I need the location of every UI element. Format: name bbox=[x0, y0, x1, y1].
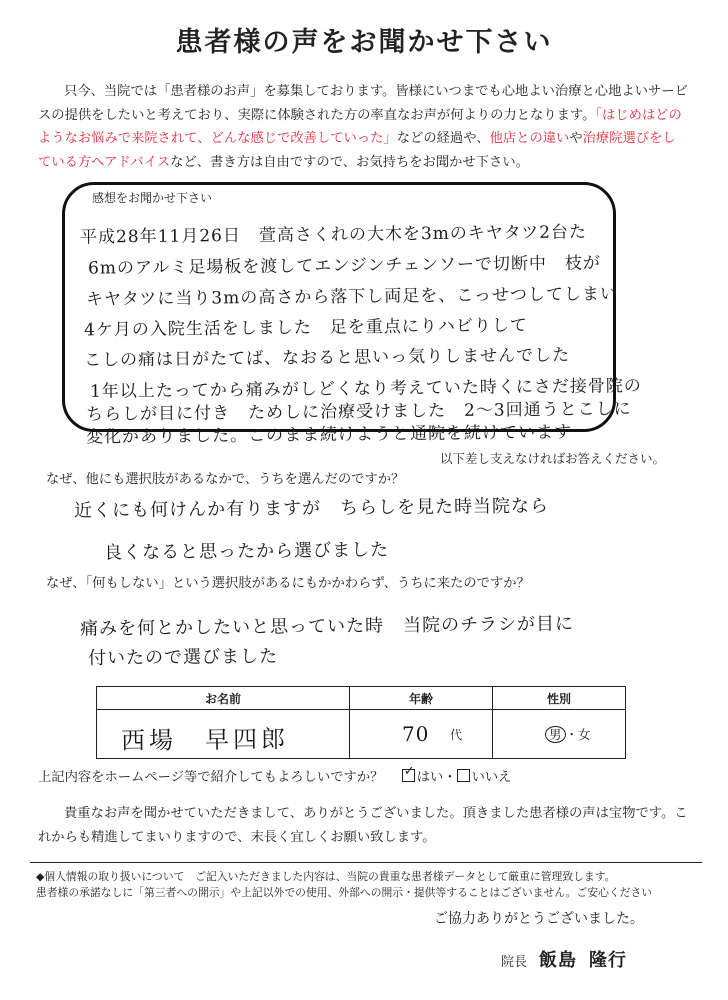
question-1: なぜ、他にも選択肢があるなかで、うちを選んだのですか？ bbox=[46, 472, 405, 487]
impression-line: ちらしが目に付き ためしに治療受けました 2～3回通うとこしに bbox=[85, 399, 632, 425]
intro-highlight-2: 他店との違い bbox=[489, 131, 570, 146]
consent-yes-option[interactable] bbox=[402, 764, 444, 785]
consent-no-label: いいえ bbox=[471, 770, 512, 785]
header-age: 年齢 bbox=[350, 687, 493, 710]
gender-cell bbox=[493, 710, 626, 759]
impression-line: 6mのアルミ足場板を渡してエンジンチェンソーで切断中 枝が bbox=[87, 253, 602, 279]
age-value: 70 bbox=[401, 721, 430, 747]
director-surname: 飯島 bbox=[539, 950, 578, 971]
privacy-line-2: 患者様の承諾なしに「第三者への開示」や上記以外での使用、外部への開示・提供等することはございません。ご安心ください bbox=[36, 885, 653, 899]
intro-text-4: など、書き方は自由ですので、お気持ちをお聞かせ下さい。 bbox=[170, 154, 529, 170]
gender-male-circled: 男 bbox=[545, 726, 566, 743]
checkbox-checked-icon: ✓ bbox=[402, 769, 415, 782]
optional-note: 以下差し支えなければお答えください。 bbox=[440, 451, 666, 466]
gender-options bbox=[545, 725, 591, 743]
impression-line: キヤタツに当り3mの高さから落下し両足を、こっせつしてしまい bbox=[85, 284, 619, 310]
intro-paragraph bbox=[38, 80, 688, 174]
intro-text-3: や bbox=[569, 131, 583, 146]
director-signature bbox=[501, 946, 627, 972]
homepage-consent bbox=[38, 766, 511, 785]
consent-yes-label: はい bbox=[416, 770, 444, 785]
answer-2-line: 痛みを何とかしたいと思っていた時 当院のチラシが目に bbox=[79, 613, 575, 640]
patient-name: 西場 早四郎 bbox=[120, 725, 290, 755]
impression-line: 4ケ月の入院生活をしました 足を重点にりハビりして bbox=[83, 315, 528, 341]
impressions-label: 感想をお聞かせ下さい bbox=[92, 191, 213, 205]
director-given-name: 隆行 bbox=[589, 950, 628, 971]
page-title: 患者様の声をお聞かせ下さい bbox=[175, 27, 553, 58]
gender-separator: ・ bbox=[565, 727, 579, 742]
impression-line: 変化がありました。このまま続けようと通院を続けています bbox=[85, 422, 573, 448]
checkbox-icon bbox=[457, 769, 470, 782]
thanks-paragraph: 貴重なお声を聞かせていただきまして、ありがとうございました。頂きました患者様の声は宝物です。これからも精進してまいりますので、末長く宜しくお願い致します。 bbox=[38, 806, 688, 845]
age-cell bbox=[350, 710, 493, 759]
intro-text-1: 只今、当院では「患者様のお声」を募集しております。皆様にいつまでも心地よい治療と心地よいサービスの提供をしたいと考えており、実際に体験された方の率直なお声が何よりの力となります。 bbox=[38, 84, 688, 123]
consent-separator: ・ bbox=[443, 770, 457, 785]
impression-line: 1年以上たってから痛みがしどくなり考えていた時くにさだ接骨院の bbox=[89, 376, 642, 402]
homepage-question: 上記内容をホームページ等で紹介してもよろしいですか？ bbox=[38, 770, 384, 785]
patient-info-table bbox=[96, 686, 626, 759]
header-name: お名前 bbox=[97, 687, 350, 710]
intro-highlight-1: 「はじめはどのようなお悩みで来院されて、どんな感じで改善していった」 bbox=[38, 107, 682, 146]
answer-1-line: 良くなると思ったから選びました bbox=[103, 539, 390, 564]
privacy-notice bbox=[36, 869, 652, 900]
impression-line: 平成28年11月26日 萱高さくれの大木を3mのキヤタツ2台た bbox=[79, 222, 588, 248]
intro-highlight-3: 治療院選びをしている方へアドバイス bbox=[38, 131, 676, 170]
impression-line: こしの痛は日がたてば、なおると思いっ気りしませんでした bbox=[83, 345, 571, 371]
divider bbox=[30, 862, 702, 863]
gender-female: 女 bbox=[578, 727, 591, 742]
intro-text-2: などの経過や、 bbox=[396, 131, 490, 146]
director-title: 院長 bbox=[501, 955, 528, 970]
age-unit: 代 bbox=[450, 728, 463, 742]
answer-2-line: 付いたので選びました bbox=[87, 646, 279, 669]
question-2: なぜ、「何もしない」という選択肢があるにもかかわらず、うちに来たのですか？ bbox=[46, 576, 530, 591]
closing-message: ご協力ありがとうございました。 bbox=[434, 911, 644, 927]
consent-no-option[interactable] bbox=[457, 770, 512, 785]
header-gender: 性別 bbox=[493, 687, 626, 710]
name-cell bbox=[97, 710, 350, 759]
privacy-line-1: ◆個人情報の取り扱いについて ご記入いただきました内容は、当院の貴重な患者様データとして厳重に管理致します。 bbox=[36, 870, 616, 883]
answer-1-line: 近くにも何けんか有りますが ちらしを見た時当院なら bbox=[73, 495, 550, 522]
